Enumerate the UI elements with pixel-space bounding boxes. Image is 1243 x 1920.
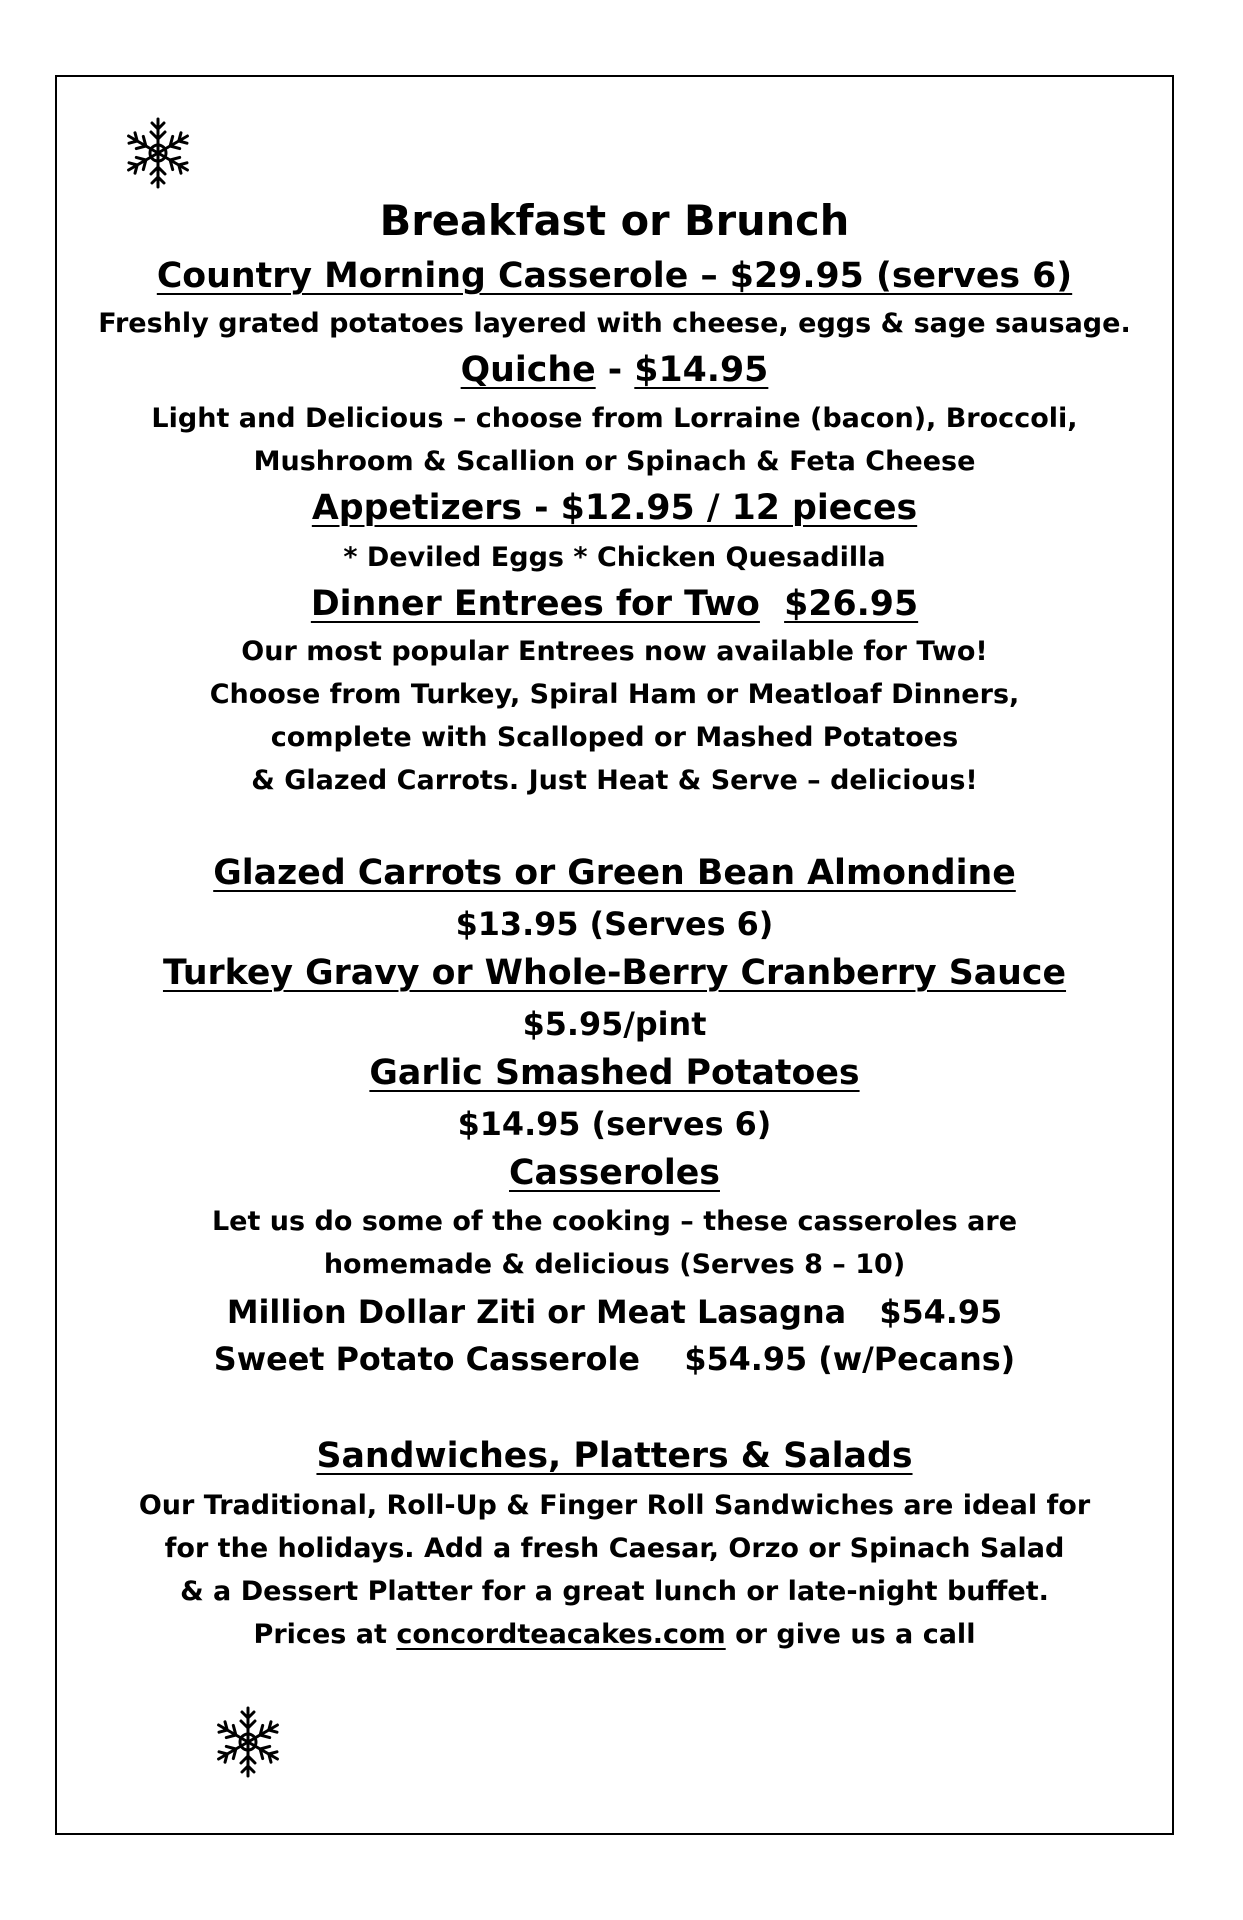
appetizers-heading: Appetizers - $12.95 / 12 pieces: [311, 488, 918, 528]
entrees-name: Dinner Entrees for Two: [310, 584, 760, 624]
entrees-description-line: Choose from Turkey, Spiral Ham or Meatloaf Dinners,: [209, 679, 1020, 710]
ziti-price: $54.95: [879, 1293, 1003, 1331]
carrots-price: $13.95 (Serves 6): [455, 905, 774, 943]
menu-title: Breakfast or Brunch: [379, 196, 850, 245]
sandwiches-description-line: Our Traditional, Roll-Up & Finger Roll Sandwiches are ideal for: [138, 1490, 1091, 1521]
website-link[interactable]: concordteacakes.com: [396, 1619, 726, 1650]
entrees-description-line: Our most popular Entrees now available for Two!: [241, 636, 988, 667]
gravy-price: $5.95/pint: [522, 1005, 707, 1043]
sweet-potato-price: $54.95 (w/Pecans): [684, 1340, 1016, 1378]
sandwiches-description-line: for the holidays. Add a fresh Caesar, Orzo or Spinach Salad: [164, 1533, 1065, 1564]
quiche-description-line: Light and Delicious – choose from Lorraine (bacon), Broccoli,: [151, 403, 1078, 434]
quiche-price: $14.95: [634, 350, 769, 390]
prices-line: Prices at concordteacakes.com or give us a call: [253, 1619, 976, 1650]
casserole-description: Freshly grated potatoes layered with cheese, eggs & sage sausage.: [98, 308, 1131, 339]
sandwiches-description-line: & a Dessert Platter for a great lunch or late-night buffet.: [180, 1576, 1049, 1607]
sweet-potato-name: Sweet Potato Casserole: [213, 1340, 640, 1378]
casseroles-description-line: Let us do some of the cooking – these casseroles are: [211, 1206, 1018, 1237]
gravy-heading: Turkey Gravy or Whole-Berry Cranberry Sauce: [162, 953, 1067, 993]
ziti-line: [55, 1293, 1174, 1331]
snowflake-icon: [118, 113, 198, 193]
carrots-heading: Glazed Carrots or Green Bean Almondine: [213, 853, 1016, 893]
casseroles-description-line: homemade & delicious (Serves 8 – 10): [323, 1249, 906, 1280]
ziti-name: Million Dollar Ziti or Meat Lasagna: [226, 1293, 847, 1331]
entrees-price: $26.95: [784, 584, 919, 624]
sandwiches-heading: Sandwiches, Platters & Salads: [316, 1436, 913, 1476]
appetizers-description: * Deviled Eggs * Chicken Quesadilla: [343, 542, 886, 573]
entrees-heading: [55, 584, 1174, 624]
entrees-description-line: complete with Scalloped or Mashed Potatoes: [270, 722, 959, 753]
quiche-heading: Quiche - $14.95: [460, 350, 769, 390]
quiche-name: Quiche: [460, 350, 596, 390]
potatoes-heading: Garlic Smashed Potatoes: [369, 1053, 860, 1093]
quiche-description-line: Mushroom & Scallion or Spinach & Feta Cheese: [253, 446, 976, 477]
snowflake-icon: [208, 1702, 288, 1782]
entrees-description-line: & Glazed Carrots. Just Heat & Serve – delicious!: [251, 765, 978, 796]
casseroles-heading: Casseroles: [509, 1153, 720, 1193]
potatoes-price: $14.95 (serves 6): [457, 1105, 772, 1143]
sweet-potato-line: [55, 1340, 1174, 1378]
casserole-heading: Country Morning Casserole – $29.95 (serves 6): [156, 256, 1073, 296]
